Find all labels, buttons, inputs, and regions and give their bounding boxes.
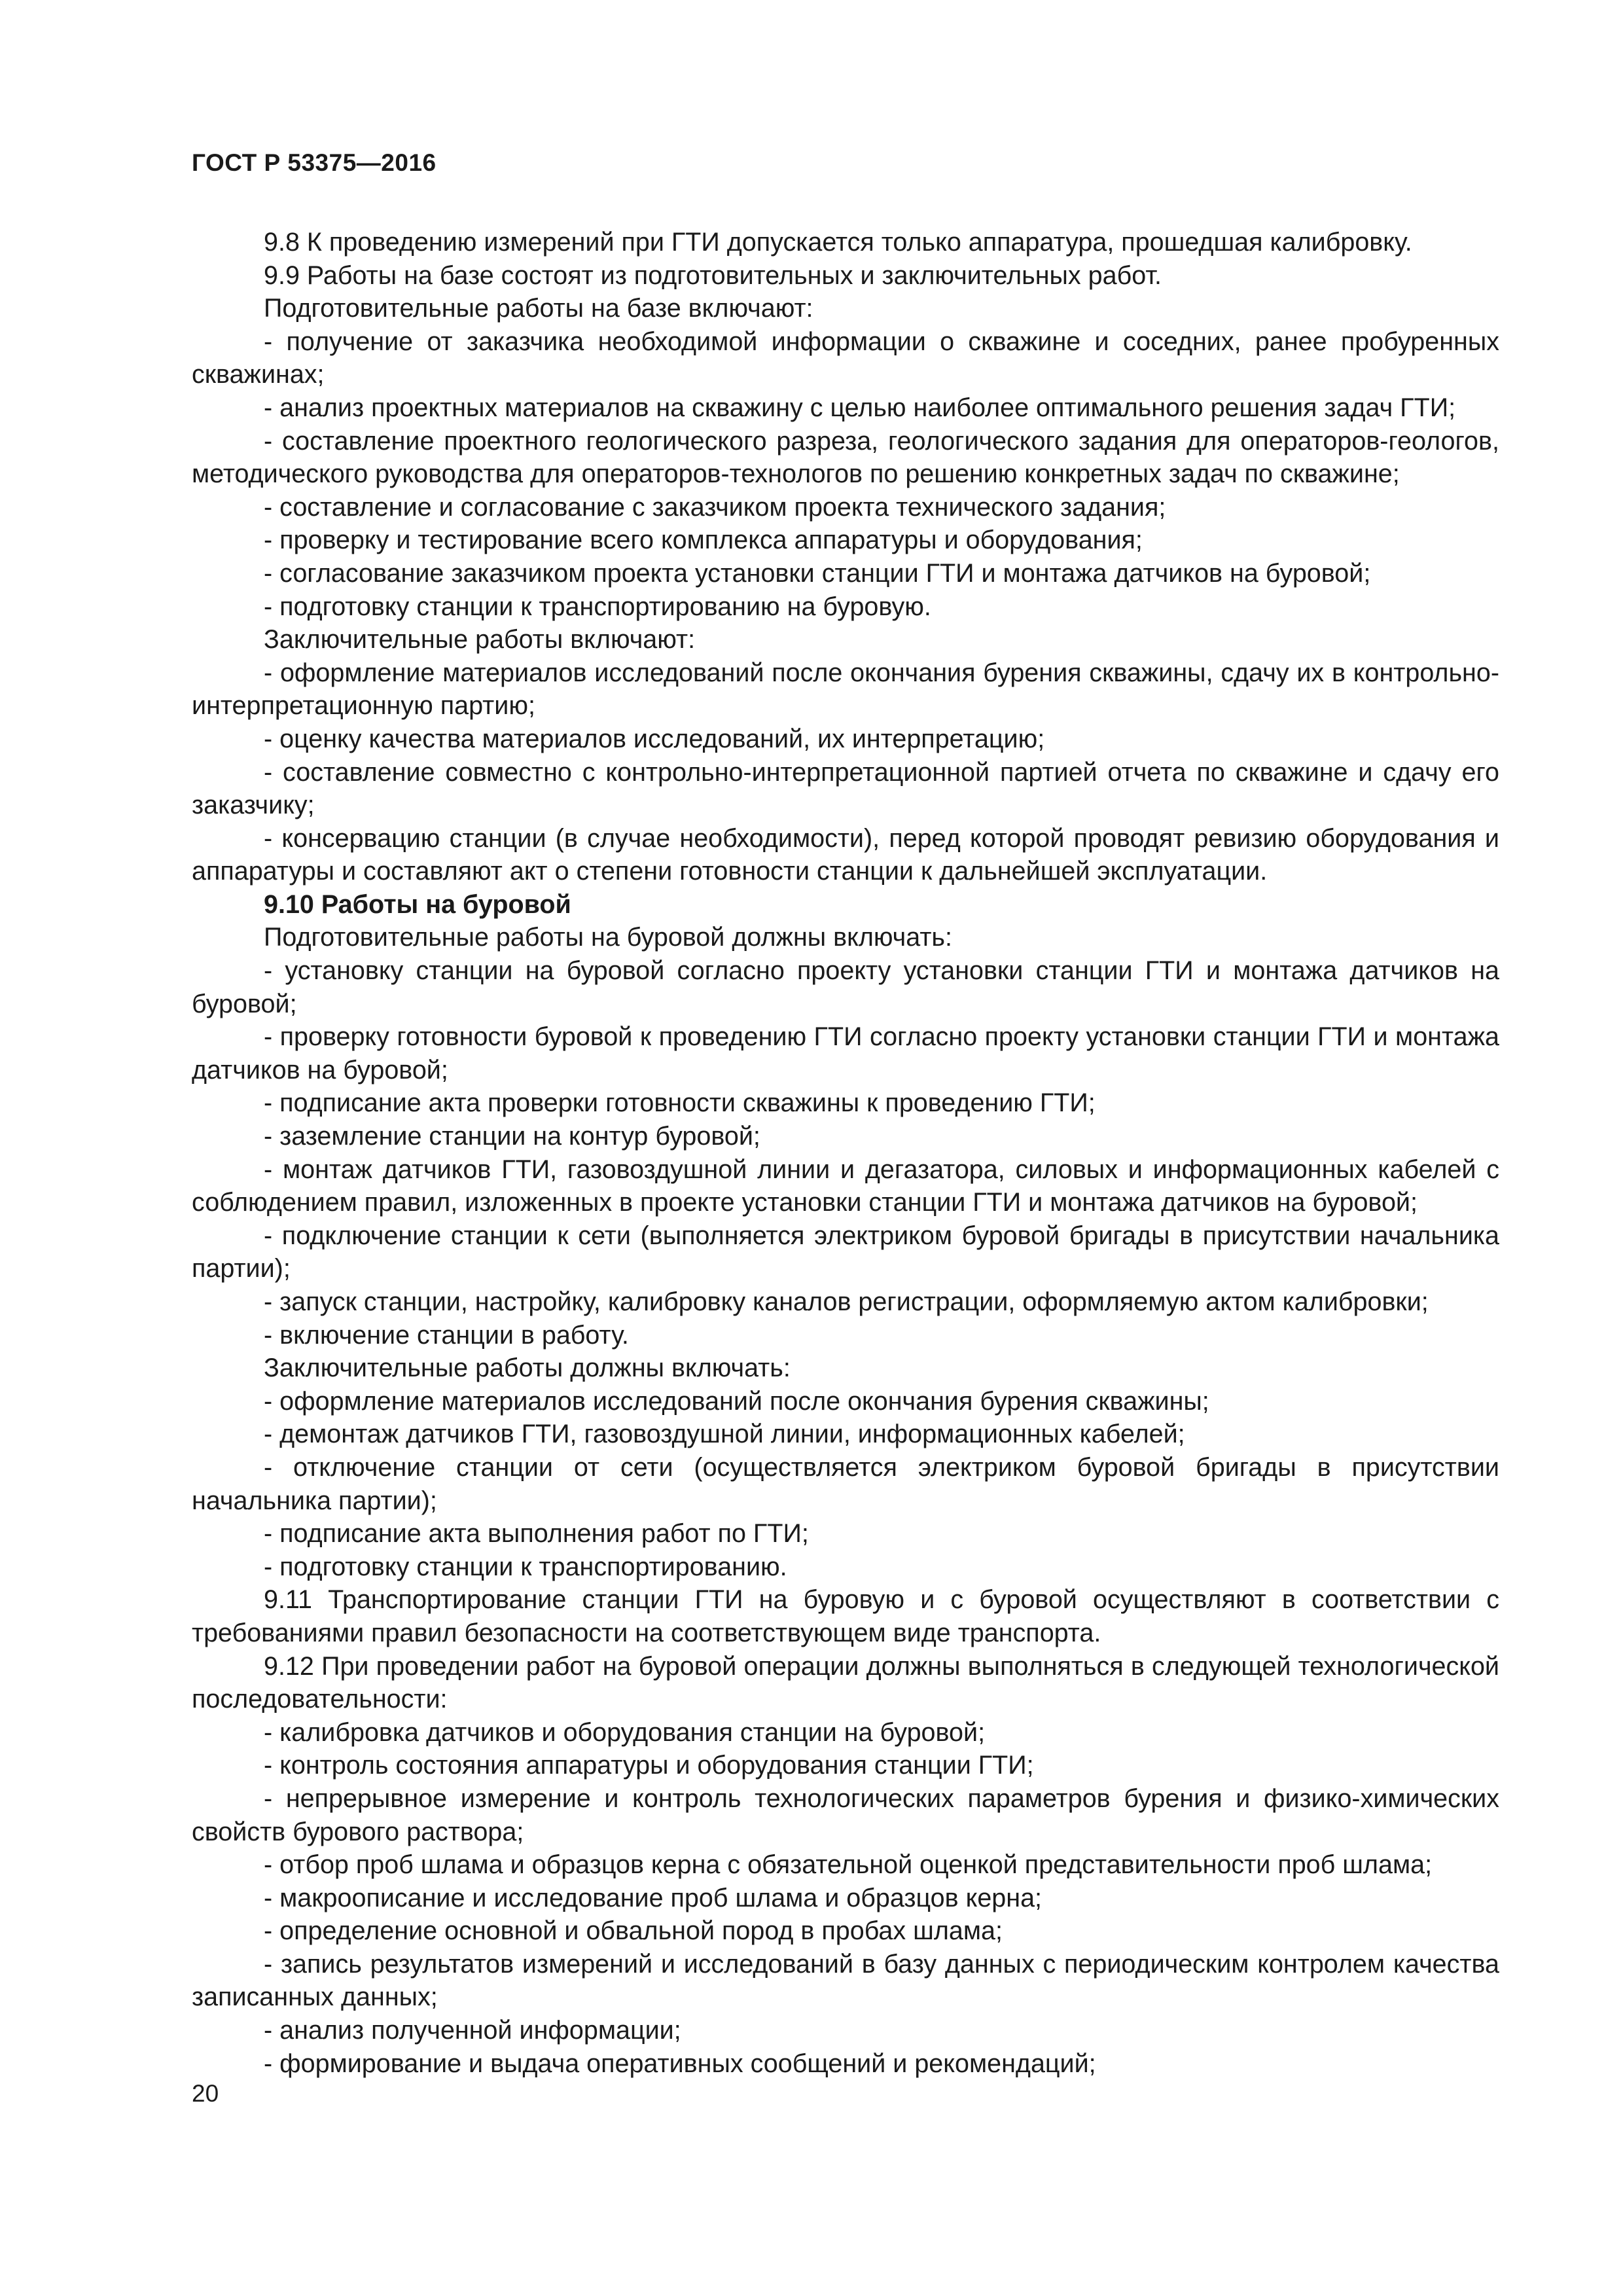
- paragraph: Заключительные работы включают:: [264, 625, 696, 655]
- page-number: 20: [192, 2080, 219, 2107]
- paragraph: - запуск станции, настройку, калибровку каналов регистрации, оформляемую актом калибровки;: [264, 1287, 1429, 1316]
- paragraph: - оценку качества материалов исследований, их интерпретацию;: [264, 724, 1045, 753]
- paragraph: - монтаж датчиков ГТИ, газовоздушной линии и дегазатора, силовых и информационных кабелей с соблюдением правил, изложенных в проекте установки станции ГТИ и монтажа датчиков на буровой;: [192, 1155, 1499, 1217]
- paragraph: - оформление материалов исследований после окончания бурения скважины;: [264, 1386, 1209, 1416]
- paragraph: 9.11 Транспортирование станции ГТИ на буровую и с буровой осуществляют в соответствии с требованиями правил безопасности на соответствующем виде транспорта.: [192, 1585, 1499, 1647]
- paragraph: - анализ проектных материалов на скважину с целью наиболее оптимального решения задач ГТИ;: [264, 393, 1456, 422]
- paragraph: Заключительные работы должны включать:: [264, 1354, 791, 1383]
- paragraph: - заземление станции на контур буровой;: [264, 1122, 760, 1151]
- document-header: ГОСТ Р 53375—2016: [192, 149, 437, 176]
- paragraph: 9.9 Работы на базе состоят из подготовительных и заключительных работ.: [264, 260, 1162, 290]
- paragraph: - непрерывное измерение и контроль технологических параметров бурения и физико-химических свойств бурового раствора;: [192, 1784, 1499, 1846]
- paragraph: - демонтаж датчиков ГТИ, газовоздушной линии, информационных кабелей;: [264, 1420, 1185, 1449]
- paragraph: - подключение станции к сети (выполняется электриком буровой бригады в присутствии начальника партии);: [192, 1221, 1499, 1283]
- document-body: [192, 226, 1499, 2080]
- paragraph: 9.12 При проведении работ на буровой операции должны выполняться в следующей технологической последовательности:: [192, 1651, 1499, 1714]
- paragraph: - подготовку станции к транспортированию на буровую.: [264, 592, 931, 621]
- paragraph: - подписание акта проверки готовности скважины к проведению ГТИ;: [264, 1088, 1096, 1118]
- paragraph: - установку станции на буровой согласно проекту установки станции ГТИ и монтажа датчиков на буровой;: [192, 956, 1499, 1018]
- paragraph: - анализ полученной информации;: [264, 2016, 681, 2045]
- paragraph: - отбор проб шлама и образцов керна с обязательной оценкой представительности проб шлама;: [264, 1850, 1433, 1880]
- paragraph: - включение станции в работу.: [264, 1320, 629, 1350]
- paragraph: - консервацию станции (в случае необходимости), перед которой проводят ревизию оборудования и аппаратуры и составляют акт о степени готовности станции к дальнейшей эксплуатации.: [192, 823, 1499, 886]
- paragraph: - подписание акта выполнения работ по ГТИ;: [264, 1519, 809, 1549]
- paragraph: 9.8 К проведению измерений при ГТИ допускается только аппаратура, прошедшая калибровку.: [264, 228, 1412, 257]
- paragraph: - определение основной и обвальной пород в пробах шлама;: [264, 1916, 1003, 1946]
- paragraph: - оформление материалов исследований после окончания бурения скважины, сдачу их в контрольно-интерпретационную партию;: [192, 658, 1499, 721]
- paragraph: - макроописание и исследование проб шлама и образцов керна;: [264, 1883, 1043, 1912]
- paragraph: Подготовительные работы на базе включают:: [264, 294, 813, 323]
- paragraph: - получение от заказчика необходимой информации о скважине и соседних, ранее пробуренных скважинах;: [192, 327, 1499, 389]
- paragraph: - подготовку станции к транспортированию.: [264, 1552, 787, 1581]
- paragraph: - проверку готовности буровой к проведению ГТИ согласно проекту установки станции ГТИ и монтажа датчиков на буровой;: [192, 1022, 1499, 1085]
- section-heading: 9.10 Работы на буровой: [264, 889, 571, 919]
- paragraph: - контроль состояния аппаратуры и оборудования станции ГТИ;: [264, 1751, 1034, 1780]
- paragraph: - согласование заказчиком проекта установки станции ГТИ и монтажа датчиков на буровой;: [264, 558, 1371, 588]
- paragraph: - запись результатов измерений и исследований в базу данных с периодическим контролем качества записанных данных;: [192, 1949, 1499, 2012]
- paragraph: - составление совместно с контрольно-интерпретационной партией отчета по скважине и сдачу его заказчику;: [192, 757, 1499, 820]
- paragraph: Подготовительные работы на буровой должны включать:: [264, 923, 952, 952]
- paragraph: - отключение станции от сети (осуществляется электриком буровой бригады в присутствии начальника партии);: [192, 1452, 1499, 1515]
- paragraph: - составление проектного геологического разреза, геологического задания для операторов-геологов, методического руководства для операторов-технологов по решению конкретных задач по скважине;: [192, 426, 1499, 489]
- paragraph: - проверку и тестирование всего комплекса аппаратуры и оборудования;: [264, 526, 1143, 555]
- paragraph: - формирование и выдача оперативных сообщений и рекомендаций;: [264, 2049, 1096, 2078]
- paragraph: - составление и согласование с заказчиком проекта технического задания;: [264, 492, 1166, 522]
- paragraph: - калибровка датчиков и оборудования станции на буровой;: [264, 1717, 986, 1747]
